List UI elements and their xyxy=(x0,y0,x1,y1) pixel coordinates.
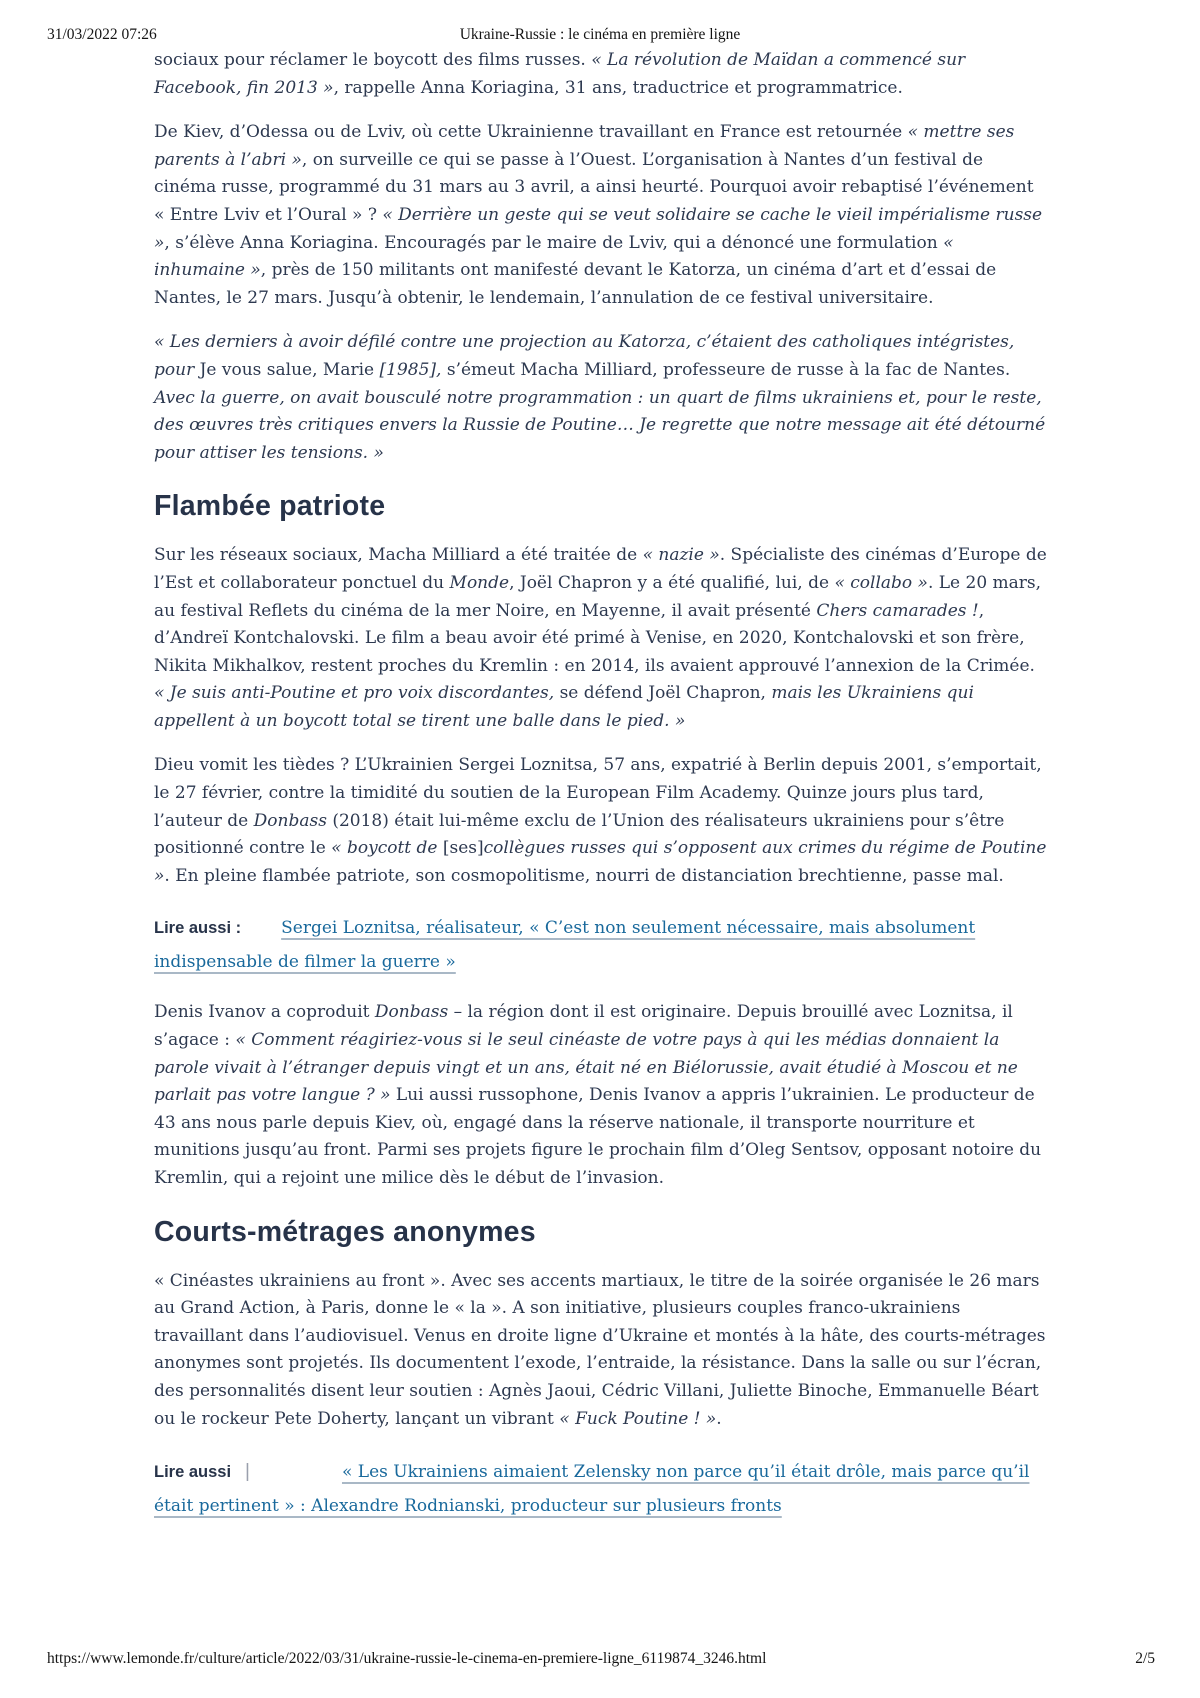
body-text: , on surveille ce qui se passe à l’Ouest. L’organisation à Nantes d’un festival de cinéma russe, programmé du 31 mars au 3 avril, a ainsi heurté. Pourquoi avoir rebaptisé l’événement « Entre Lviv et l’Oural » ? xyxy=(154,149,1034,225)
quote-italic-text: « Derrière un geste qui se veut solidaire se cache le vieil impérialisme russe » xyxy=(154,204,1043,253)
body-text: sociaux pour réclamer le boycott des films russes. xyxy=(154,50,592,70)
page-indicator: 2/5 xyxy=(1135,1650,1155,1667)
body-text: , Joël Chapron y a été qualifié, lui, de xyxy=(509,572,835,593)
article-paragraph xyxy=(154,752,1047,890)
quote-italic-text: Avec la guerre, on avait bousculé notre programmation : un quart de films ukrainiens et, pour le reste, des œuvres très critiques envers la Russie de Poutine… Je regrette que notre message ait été détourné pour attiser les tensions. » xyxy=(154,387,1046,463)
document-title: Ukraine-Russie : le cinéma en première ligne xyxy=(459,26,741,43)
read-also-label: Lire aussi : xyxy=(154,919,242,938)
read-also-block xyxy=(154,1455,1047,1523)
body-text: . xyxy=(716,1408,722,1429)
body-text: Lui aussi russophone, Denis Ivanov a appris l’ukrainien. Le producteur de 43 ans nous parle depuis Kiev, où, engagé dans la réserve nationale, il transporte nourriture et munitions jusqu’au front. Parmi ses projets figure le prochain film d’Oleg Sentsov, opposant notoire du Kremlin, qui a rejoint une milice dès le début de l’invasion. xyxy=(154,1085,1042,1188)
body-text: Je vous salue, Marie xyxy=(199,359,380,380)
quote-italic-text: « collabo » xyxy=(834,572,928,593)
article-paragraph xyxy=(154,329,1047,467)
quote-italic-text: « Les derniers à avoir défilé contre une projection au Katorza, c’étaient des catholiques intégristes, pour xyxy=(154,332,1015,380)
read-also-label: Lire aussi xyxy=(154,1463,232,1482)
article-paragraph xyxy=(154,542,1047,735)
quote-italic-text: collègues russes qui s’opposent aux crimes du régime de Poutine » xyxy=(154,838,1047,886)
body-text: « Cinéastes ukrainiens au front ». Avec ses accents martiaux, le titre de la soirée organisée le 26 mars au Grand Action, à Paris, donne le « la ». A son initiative, plusieurs couples franco-ukrainiens travaillant dans l’audiovisuel. Venus en droite ligne d’Ukraine et montés à la hâte, des courts-métrages anonymes sont projetés. Ils documentent l’exode, l’entraide, la résistance. Dans la salle ou sur l’écran, des personnalités disent leur soutien : Agnès Jaoui, Cédric Villani, Juliette Binoche, Emmanuelle Béart ou le rockeur Pete Doherty, lançant un vibrant xyxy=(154,1270,1046,1429)
quote-italic-text: mais les Ukrainiens qui appellent à un boycott total se tirent une balle dans le pied. » xyxy=(154,683,974,731)
article-paragraph xyxy=(154,999,1047,1192)
article-body xyxy=(154,47,1047,1543)
body-text: , s’élève Anna Koriagina. Encouragés par le maire de Lviv, qui a dénoncé une formulation xyxy=(164,232,944,253)
quote-italic-text: « Fuck Poutine ! » xyxy=(559,1408,717,1429)
quote-italic-text: « Comment réagiriez-vous si le seul cinéaste de votre pays à qui les médias donnaient la parole vivait à l’étranger depuis vingt et un ans, était né en Biélorussie, avait étudié à Moscou et ne parlait pas votre langue ? » xyxy=(154,1030,1018,1106)
body-text: De Kiev, d’Odessa ou de Lviv, où cette Ukrainienne travaillant en France est retournée xyxy=(154,122,908,143)
quote-italic-text: « boycott de xyxy=(331,838,443,859)
quote-italic-text: Monde xyxy=(449,572,510,593)
quote-italic-text: « inhumaine » xyxy=(154,232,954,281)
body-text: . En pleine flambée patriote, son cosmopolitisme, nourri de distanciation brechtienne, passe mal. xyxy=(164,865,1004,886)
quote-italic-text: « Je suis anti-Poutine et pro voix discordantes, xyxy=(154,683,560,704)
source-url: https://www.lemonde.fr/culture/article/2022/03/31/ukraine-russie-le-cinema-en-premiere-ligne_6119874_3246.html xyxy=(47,1650,767,1667)
article-paragraph xyxy=(154,1268,1047,1434)
quote-italic-text: Donbass xyxy=(374,1002,449,1023)
print-datetime: 31/03/2022 07:26 xyxy=(47,26,157,43)
quote-italic-text: [1985], xyxy=(379,359,447,380)
print-footer xyxy=(47,1650,1155,1668)
quote-italic-text: « nazie » xyxy=(642,545,720,566)
section-heading: Flambée patriote xyxy=(154,490,386,523)
section-heading: Courts-métrages anonymes xyxy=(154,1215,536,1248)
body-text: (2018) était lui-même exclu de l’Union des réalisateurs ukrainiens pour s’être positionné contre le xyxy=(154,810,1005,859)
read-also-block xyxy=(154,912,1047,979)
article-paragraph xyxy=(154,47,1047,102)
body-text: , d’Andreï Kontchalovski. Le film a beau avoir été primé à Venise, en 2020, Kontchalovski et son frère, Nikita Mikhalkov, restent proches du Kremlin : en 2014, ils avaient approuvé l’annexion de la Crimée. xyxy=(154,600,1035,676)
body-text: Denis Ivanov a coproduit xyxy=(154,1002,375,1023)
body-text: , près de 150 militants ont manifesté devant le Katorza, un cinéma d’art et d’essai de Nantes, le 27 mars. Jusqu’à obtenir, le lendemain, l’annulation de ce festival universitaire. xyxy=(154,260,997,308)
read-also-link[interactable]: « Les Ukrainiens aimaient Zelensky non parce qu’il était drôle, mais parce qu’il était pertinent » : Alexandre Rodnianski, producteur sur plusieurs fronts xyxy=(154,1462,1030,1516)
quote-italic-text: « mettre ses parents à l’abri » xyxy=(154,122,1015,170)
body-text: [ses] xyxy=(442,838,484,859)
article-paragraph xyxy=(154,119,1047,312)
read-also-link[interactable]: Sergei Loznitsa, réalisateur, « C’est non seulement nécessaire, mais absolument indispensable de filmer la guerre » xyxy=(154,918,976,972)
separator-bar: | xyxy=(245,1461,250,1483)
body-text: . Spécialiste des cinémas d’Europe de l’Est et collaborateur ponctuel du xyxy=(154,545,1047,593)
quote-italic-text: Chers camarades ! xyxy=(816,600,979,621)
body-text: s’émeut Macha Milliard, professeure de russe à la fac de Nantes. xyxy=(446,359,1011,380)
body-text: , rappelle Anna Koriagina, 31 ans, traductrice et programmatrice. xyxy=(333,77,903,98)
body-text: Dieu vomit les tièdes ? L’Ukrainien Sergei Loznitsa, 57 ans, expatrié à Berlin depuis 2001, s’emportait, le 27 février, contre la timidité du soutien de la European Film Academy. Quinze jours plus tard, l’auteur de xyxy=(154,755,1042,831)
body-text: . Le 20 mars, au festival Reflets du cinéma de la mer Noire, en Mayenne, il avait présenté xyxy=(154,572,1042,621)
quote-italic-text: « La révolution de Maïdan a commencé sur Facebook, fin 2013 » xyxy=(154,50,966,98)
body-text: se défend Joël Chapron, xyxy=(559,683,772,704)
print-header xyxy=(0,26,1200,46)
body-text: Sur les réseaux sociaux, Macha Milliard a été traitée de xyxy=(154,545,643,566)
quote-italic-text: Donbass xyxy=(253,810,327,831)
body-text: – la région dont il est originaire. Depuis brouillé avec Loznitsa, il s’agace : xyxy=(154,1002,1013,1051)
